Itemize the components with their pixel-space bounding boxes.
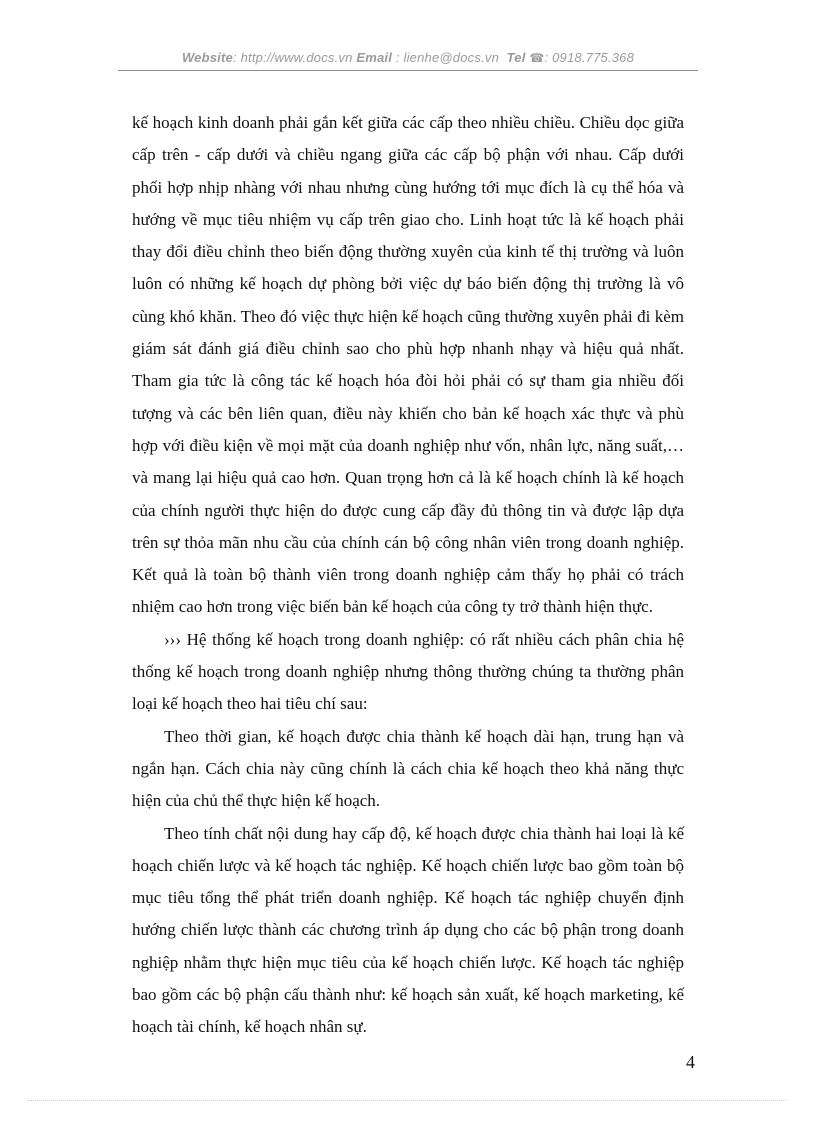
email-label: Email [356, 50, 393, 65]
paragraph: ››› Hệ thống kế hoạch trong doanh nghiệp: có rất nhiều cách phân chia hệ thống kế hoạch trong doanh nghiệp nhưng thông thường chúng ta thường phân loại kế hoạch theo hai tiêu chí sau: [132, 629, 684, 714]
paragraph: Theo thời gian, kế hoạch được chia thành kế hoạch dài hạn, trung hạn và ngắn hạn. Cách chia này cũng chính là cách chia kế hoạch theo khả năng thực hiện của chủ thể thực hiện kế hoạch. [132, 726, 684, 811]
paragraph: Theo tính chất nội dung hay cấp độ, kế hoạch được chia thành hai loại là kế hoạch chiến lược và kế hoạch tác nghiệp. Kế hoạch chiến lược bao gồm toàn bộ mục tiêu tổng thể phát triển doanh nghiệp. Kế hoạch tác nghiệp chuyển định hướng chiến lược thành các chương trình áp dụng cho các bộ phận trong doanh nghiệp nhằm thực hiện mục tiêu của kế hoạch chiến lược. Kế hoạch tác nghiệp bao gồm các bộ phận cấu thành như: kế hoạch sản xuất, kế hoạch marketing, kế hoạch tài chính, kế hoạch nhân sự. [132, 823, 684, 1037]
page-number: 4 [686, 1052, 695, 1072]
email-value: : lienhe@docs.vn [392, 50, 499, 65]
page-header [118, 50, 698, 65]
tel-value: : 0918.775.368 [544, 50, 635, 65]
footer-divider [28, 1100, 786, 1101]
website-label: Website [181, 50, 233, 65]
document-body [132, 107, 684, 1044]
header-divider [118, 70, 698, 71]
paragraph: kế hoạch kinh doanh phải gắn kết giữa các cấp theo nhiều chiều. Chiều dọc giữa cấp trên - cấp dưới và chiều ngang giữa các cấp bộ phận với nhau. Cấp dưới phối hợp nhịp nhàng với nhau nhưng cùng hướng tới mục đích là cụ thể hóa và hướng về mục tiêu nhiệm vụ cấp trên giao cho. Linh hoạt tức là kế hoạch phải thay đổi điều chỉnh theo biến động thường xuyên của kinh tế thị trường và luôn luôn có những kế hoạch dự phòng bởi việc dự báo biến động thị trường là vô cùng khó khăn. Theo đó việc thực hiện kế hoạch cũng thường xuyên phải đi kèm giám sát đánh giá điều chỉnh sao cho phù hợp nhanh nhạy và hiệu quả nhất. Tham gia tức là công tác kế hoạch hóa đòi hỏi phải có sự tham gia nhiều đối tượng và các bên liên quan, điều này khiến cho bản kế hoạch xác thực và phù hợp với điều kiện về mọi mặt của doanh nghiệp như vốn, nhân lực, năng suất,…và mang lại hiệu quả cao hơn. Quan trọng hơn cả là kế hoạch chính là kế hoạch của chính người thực hiện do được cung cấp đầy đủ thông tin và được lập dựa trên sự thỏa mãn nhu cầu của chính cán bộ công nhân viên trong doanh nghiệp. Kết quả là toàn bộ thành viên trong doanh nghiệp cảm thấy họ phải có trách nhiệm cao hơn trong việc biến bản kế hoạch của công ty trở thành hiện thực. [132, 113, 684, 617]
tel-label: Tel [506, 50, 526, 65]
website-value: : http://www.docs.vn [232, 50, 353, 65]
phone-icon: ☎ [529, 51, 545, 65]
